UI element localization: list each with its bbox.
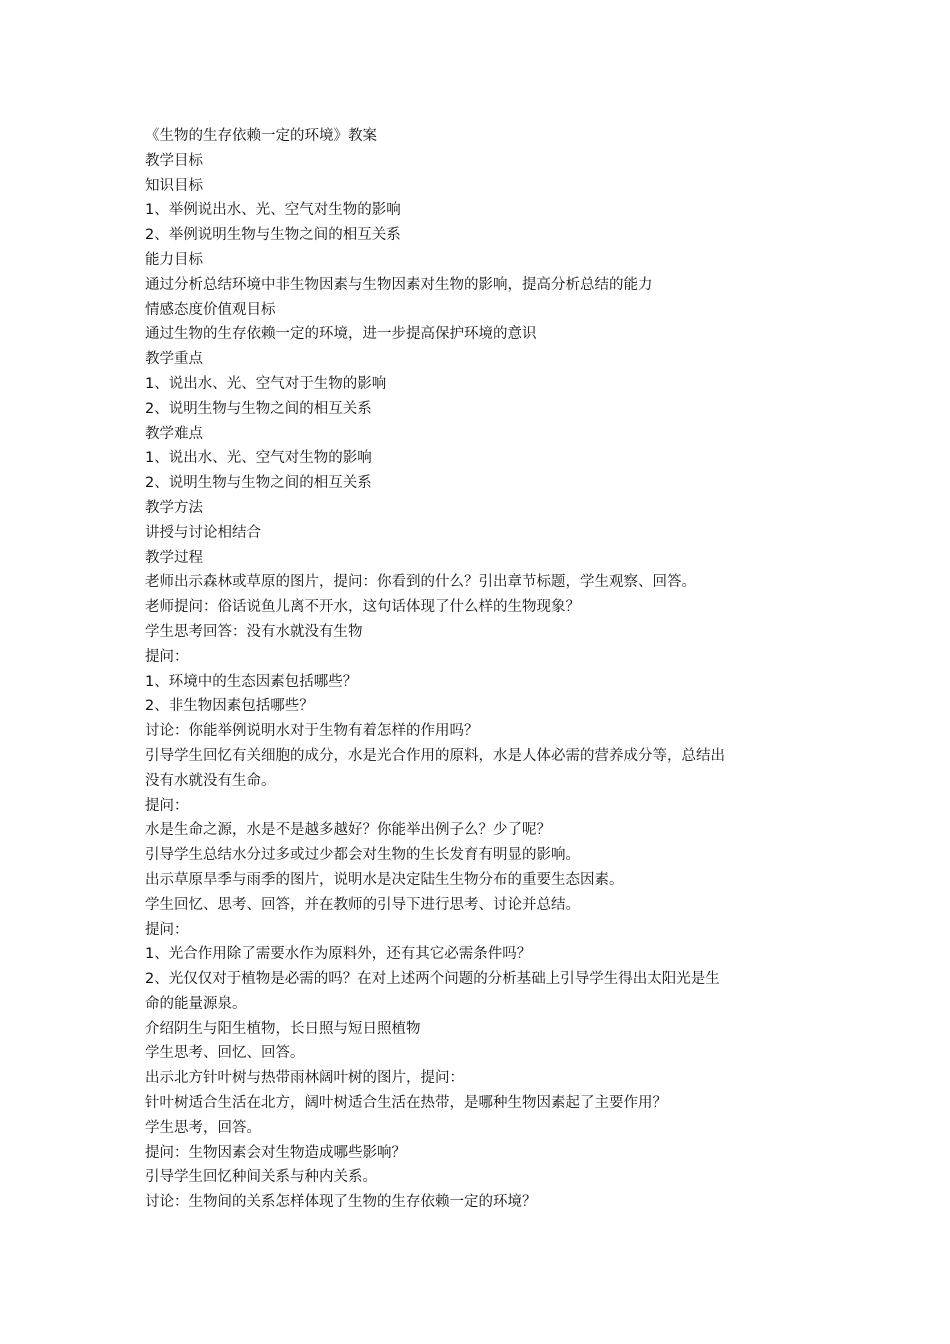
text-line: 学生回忆、思考、回答，并在教师的引导下进行思考、讨论并总结。 [145,896,580,913]
text-line: 讲授与讨论相结合 [145,524,261,541]
text-line: 通过生物的生存依赖一定的环境，进一步提高保护环境的意识 [145,326,537,343]
text-line: 没有水就没有生命。 [145,772,276,789]
section-heading: 教学目标 [145,152,203,169]
text-line: 1、说出水、光、空气对于生物的影响 [145,375,387,392]
text-line: 提问： [145,648,189,665]
document-title: 《生物的生存依赖一定的环境》教案 [145,128,377,144]
text-line: 1、举例说出水、光、空气对生物的影响 [145,202,401,219]
section-heading: 教学方法 [145,499,203,516]
text-line: 学生思考、回忆、回答。 [145,1045,305,1062]
text-line: 2、说明生物与生物之间的相互关系 [145,400,372,417]
subsection-heading: 知识目标 [145,177,203,194]
text-line: 水是生命之源，水是不是越多越好？你能举出例子么？少了呢？ [145,822,551,839]
text-line: 学生思考回答：没有水就没有生物 [145,623,363,640]
section-heading: 教学难点 [145,425,203,442]
text-line: 出示草原旱季与雨季的图片，说明水是决定陆生生物分布的重要生态因素。 [145,871,624,888]
subsection-heading: 情感态度价值观目标 [145,301,276,318]
text-line: 出示北方针叶树与热带雨林阔叶树的图片，提问： [145,1070,464,1087]
text-line: 介绍阴生与阳生植物，长日照与短日照植物 [145,1020,421,1037]
text-line: 讨论：你能举例说明水对于生物有着怎样的作用吗？ [145,723,479,740]
document-page [145,124,825,1215]
text-line: 老师出示森林或草原的图片，提问：你看到的什么？引出章节标题，学生观察、回答。 [145,574,696,591]
subsection-heading: 能力目标 [145,251,203,268]
text-line: 1、说出水、光、空气对生物的影响 [145,450,372,467]
text-line: 讨论：生物间的关系怎样体现了生物的生存依赖一定的环境？ [145,1194,537,1211]
text-line: 2、说明生物与生物之间的相互关系 [145,475,372,492]
text-line: 提问： [145,921,189,938]
section-heading: 教学过程 [145,549,203,566]
text-line: 1、环境中的生态因素包括哪些？ [145,673,358,690]
text-line: 2、光仅仅对于植物是必需的吗？在对上述两个问题的分析基础上引导学生得出太阳光是生 [145,971,720,988]
text-line: 老师提问：俗话说鱼儿离不开水，这句话体现了什么样的生物现象？ [145,599,580,616]
text-line: 2、非生物因素包括哪些？ [145,698,314,715]
text-line: 引导学生回忆有关细胞的成分，水是光合作用的原料，水是人体必需的营养成分等，总结出 [145,747,725,764]
text-line: 针叶树适合生活在北方，阔叶树适合生活在热带，是哪种生物因素起了主要作用？ [145,1095,667,1112]
text-line: 提问： [145,797,189,814]
text-line: 提问：生物因素会对生物造成哪些影响？ [145,1144,406,1161]
text-line: 2、举例说明生物与生物之间的相互关系 [145,227,401,244]
text-line: 引导学生回忆种间关系与种内关系。 [145,1169,377,1186]
text-line: 命的能量源泉。 [145,995,247,1012]
text-line: 学生思考，回答。 [145,1119,261,1136]
section-heading: 教学重点 [145,351,203,368]
text-line: 通过分析总结环境中非生物因素与生物因素对生物的影响，提高分析总结的能力 [145,276,653,293]
text-line: 引导学生总结水分过多或过少都会对生物的生长发育有明显的影响。 [145,847,580,864]
text-line: 1、光合作用除了需要水作为原料外，还有其它必需条件吗？ [145,946,532,963]
